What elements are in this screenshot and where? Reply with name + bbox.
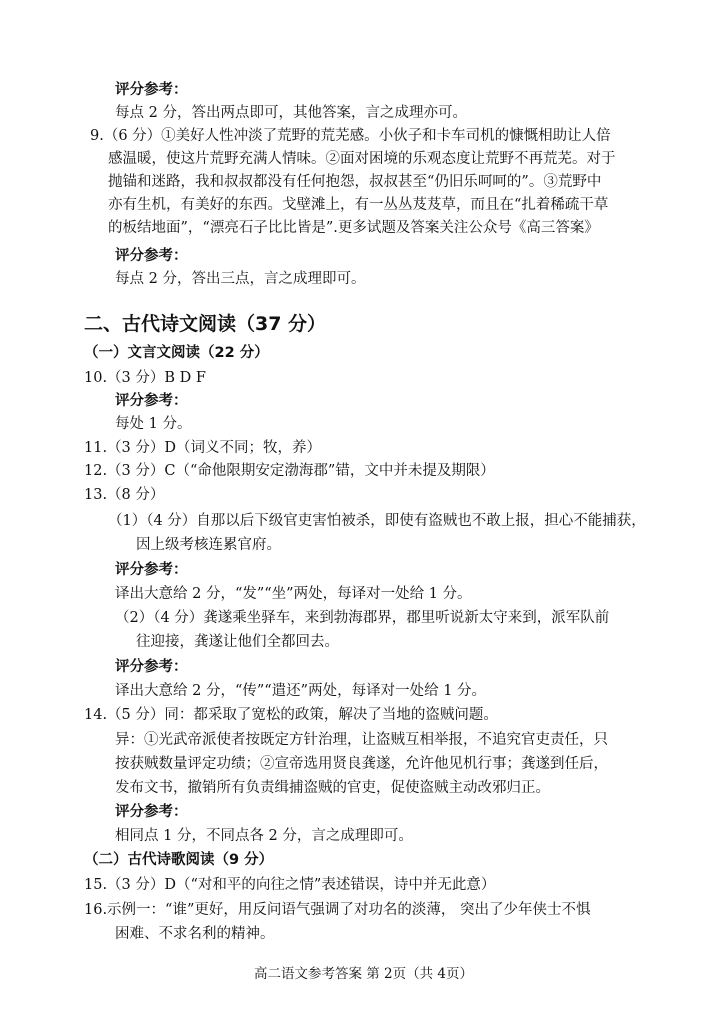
answer-13-2-line-1: （2）（4 分）龚遂乘坐驿车，来到勃海郡界，郡里听说新太守来到，派军队前 <box>115 610 610 626</box>
answer-14-line-3: 按获贼数量评定功绩；②宣帝选用贤良龚遂，允许他见机行事；龚遂到任后， <box>115 756 608 772</box>
scoring-note-label: 评分参考： <box>115 81 188 98</box>
answer-16-line-1: 16.示例一：“谁”更好，用反问语气强调了对功名的淡薄， 突出了少年侠士不惧 <box>84 902 591 918</box>
answer-14-line-2: 异：①光武帝派使者按既定方针治理，让盗贼互相举报，不追究官吏责任，只 <box>115 732 608 748</box>
scoring-note-label: 评分参考： <box>115 561 188 578</box>
answer-9-line-2: 感温暖，使这片荒野充满人情味。②面对困境的乐观态度让荒野不再荒芜。对于 <box>108 151 616 167</box>
page-footer: 高二语文参考答案 第 2页（共 4页） <box>253 966 474 982</box>
answer-14-line-4: 发布文书，撤销所有负责缉捕盗贼的官吏，促使盗贼主动改邪归正。 <box>115 780 550 796</box>
answer-9-line-3: 抛锚和迷路，我和叔叔都没有任何抱怨，叔叔甚至“仍旧乐呵呵的”。③荒野中 <box>108 174 602 190</box>
answer-13-2-line-2: 往迎接，龚遂让他们全都回去。 <box>136 634 339 650</box>
answer-9-line-4: 亦有生机，有美好的东西。戈壁滩上，有一丛丛芨芨草，而且在“扎着稀疏干草 <box>108 197 609 213</box>
scoring-note-label: 评分参考： <box>115 392 188 409</box>
answer-10: 10.（3 分）B D F <box>84 370 206 386</box>
answer-14-line-1: 14.（5 分）同：都采取了宽松的政策，解决了当地的盗贼问题。 <box>84 707 498 723</box>
answer-16-line-2: 困难、不求名利的精神。 <box>115 926 275 942</box>
section-heading: 二、古代诗文阅读（37 分） <box>84 313 327 335</box>
subsection-heading: （一）文言文阅读（22 分） <box>84 345 269 361</box>
subsection-heading: （二）古代诗歌阅读（9 分） <box>84 852 274 868</box>
scoring-note-text: 相同点 1 分，不同点各 2 分，言之成理即可。 <box>115 828 413 844</box>
scoring-note-label: 评分参考： <box>115 658 188 675</box>
answer-13: 13.（8 分） <box>84 487 165 503</box>
scoring-note-label: 评分参考： <box>115 803 188 820</box>
answer-9-line-1: 9.（6 分）①美好人性冲淡了荒野的荒芜感。小伙子和卡车司机的慷慨相助让人倍 <box>90 128 611 144</box>
scoring-note-text: 每处 1 分。 <box>115 416 192 432</box>
answer-13-1-line-1: （1）（4 分）自那以后下级官吏害怕被杀，即使有盗贼也不敢上报，担心不能捕获， <box>108 513 646 529</box>
scoring-note-text: 每点 2 分，答出两点即可，其他答案，言之成理亦可。 <box>115 105 467 121</box>
answer-12: 12.（3 分）C（“命他限期安定渤海郡”错，文中并未提及期限） <box>84 463 495 479</box>
scoring-note-text: 译出大意给 2 分，“传”“遣还”两处，每译对一处给 1 分。 <box>115 683 487 699</box>
scoring-note-text: 译出大意给 2 分，“发”“坐”两处，每译对一处给 1 分。 <box>115 586 472 602</box>
answer-15: 15.（3 分）D（“对和平的向往之情”表述错误，诗中并无此意） <box>84 877 496 893</box>
answer-9-line-5: 的板结地面”，“漂亮石子比比皆是”.更多试题及答案关注公众号《高三答案》 <box>108 220 599 236</box>
answer-13-1-line-2: 因上级考核连累官府。 <box>136 537 281 553</box>
scoring-note-label: 评分参考： <box>115 247 188 264</box>
answer-11: 11.（3 分）D（词义不同；牧，养） <box>84 440 322 456</box>
scoring-note-text: 每点 2 分，答出三点，言之成理即可。 <box>115 271 366 287</box>
